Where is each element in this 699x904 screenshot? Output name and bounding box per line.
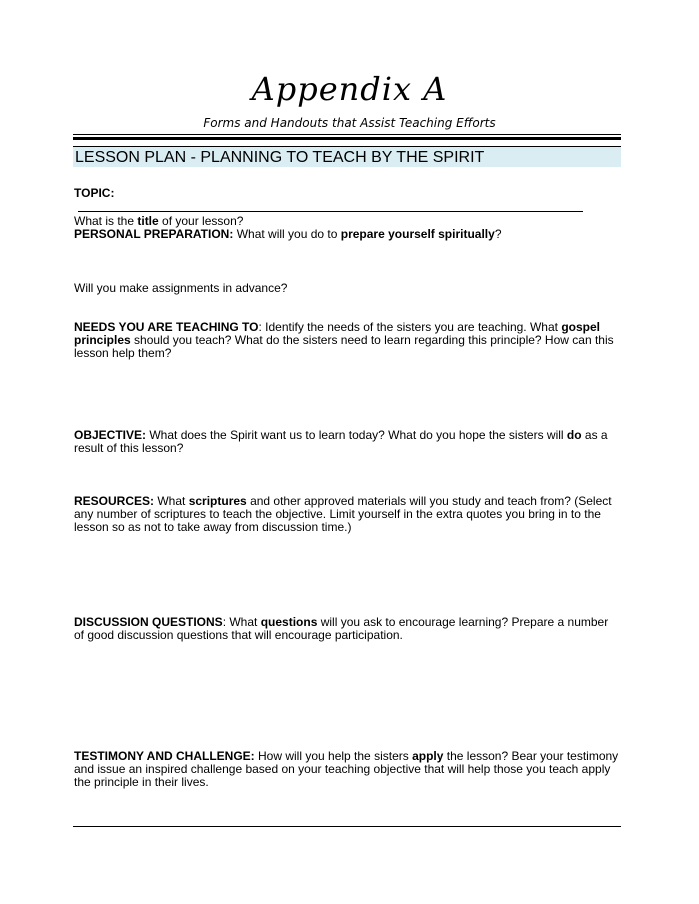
footer-divider bbox=[73, 826, 621, 827]
text: will you ask to encourage learning? Prepare a number of good discussion questions that will encourage participation. bbox=[74, 615, 609, 642]
section-banner: LESSON PLAN - PLANNING TO TEACH BY THE SPIRIT bbox=[73, 147, 621, 167]
topic-field[interactable] bbox=[78, 200, 583, 212]
text: the lesson? Bear your testimony and issue an inspired challenge based on your teaching objective that will help those you teach apply the principle in their lives. bbox=[74, 749, 619, 789]
resources-section bbox=[74, 495, 621, 534]
prep-label: PERSONAL PREPARATION: bbox=[74, 227, 234, 241]
needs-label: NEEDS YOU ARE TEACHING TO bbox=[74, 320, 259, 334]
divider bbox=[73, 137, 621, 140]
text: do bbox=[566, 428, 582, 442]
text: and other approved materials will you study and teach from? (Select any number of scriptures to teach the objective. Limit yourself in the extra quotes you bring in to the lesson so as not to take away from discussion time.) bbox=[74, 494, 612, 534]
text: questions bbox=[260, 615, 318, 629]
objective-section bbox=[74, 429, 621, 455]
text: should you teach? What do the sisters need to learn regarding this principle? How can this lesson help them? bbox=[74, 333, 614, 360]
discussion-section bbox=[74, 616, 621, 642]
text: ? bbox=[494, 227, 502, 241]
testimony-label: TESTIMONY AND CHALLENGE: bbox=[74, 749, 255, 763]
text: How will you help the sisters bbox=[254, 749, 413, 763]
assignments-question: Will you make assignments in advance? bbox=[74, 281, 288, 295]
testimony-section bbox=[74, 750, 621, 789]
text: apply bbox=[412, 749, 444, 763]
discussion-label: DISCUSSION QUESTIONS bbox=[74, 615, 223, 629]
text: What is the bbox=[74, 214, 138, 228]
text: scriptures bbox=[188, 494, 247, 508]
text: as a result of this lesson? bbox=[74, 428, 608, 455]
topic-label: TOPIC: bbox=[74, 186, 115, 200]
text: gospel principles bbox=[74, 320, 600, 347]
text: What bbox=[154, 494, 189, 508]
divider bbox=[73, 134, 621, 135]
text: : What bbox=[222, 615, 261, 629]
prep-section bbox=[74, 228, 621, 241]
needs-section bbox=[74, 321, 621, 360]
document-title: Appendix A bbox=[251, 70, 448, 108]
text: : Identify the needs of the sisters you are teaching. What bbox=[258, 320, 562, 334]
text: title bbox=[137, 214, 159, 228]
topic-section bbox=[74, 187, 621, 228]
text: What does the Spirit want us to learn today? What do you hope the sisters will bbox=[146, 428, 567, 442]
text: of your lesson? bbox=[158, 214, 244, 228]
resources-label: RESOURCES: bbox=[74, 494, 155, 508]
text: prepare yourself spiritually bbox=[340, 227, 495, 241]
objective-label: OBJECTIVE: bbox=[74, 428, 147, 442]
document-subtitle: Forms and Handouts that Assist Teaching Efforts bbox=[203, 116, 496, 130]
text: What will you do to bbox=[233, 227, 341, 241]
